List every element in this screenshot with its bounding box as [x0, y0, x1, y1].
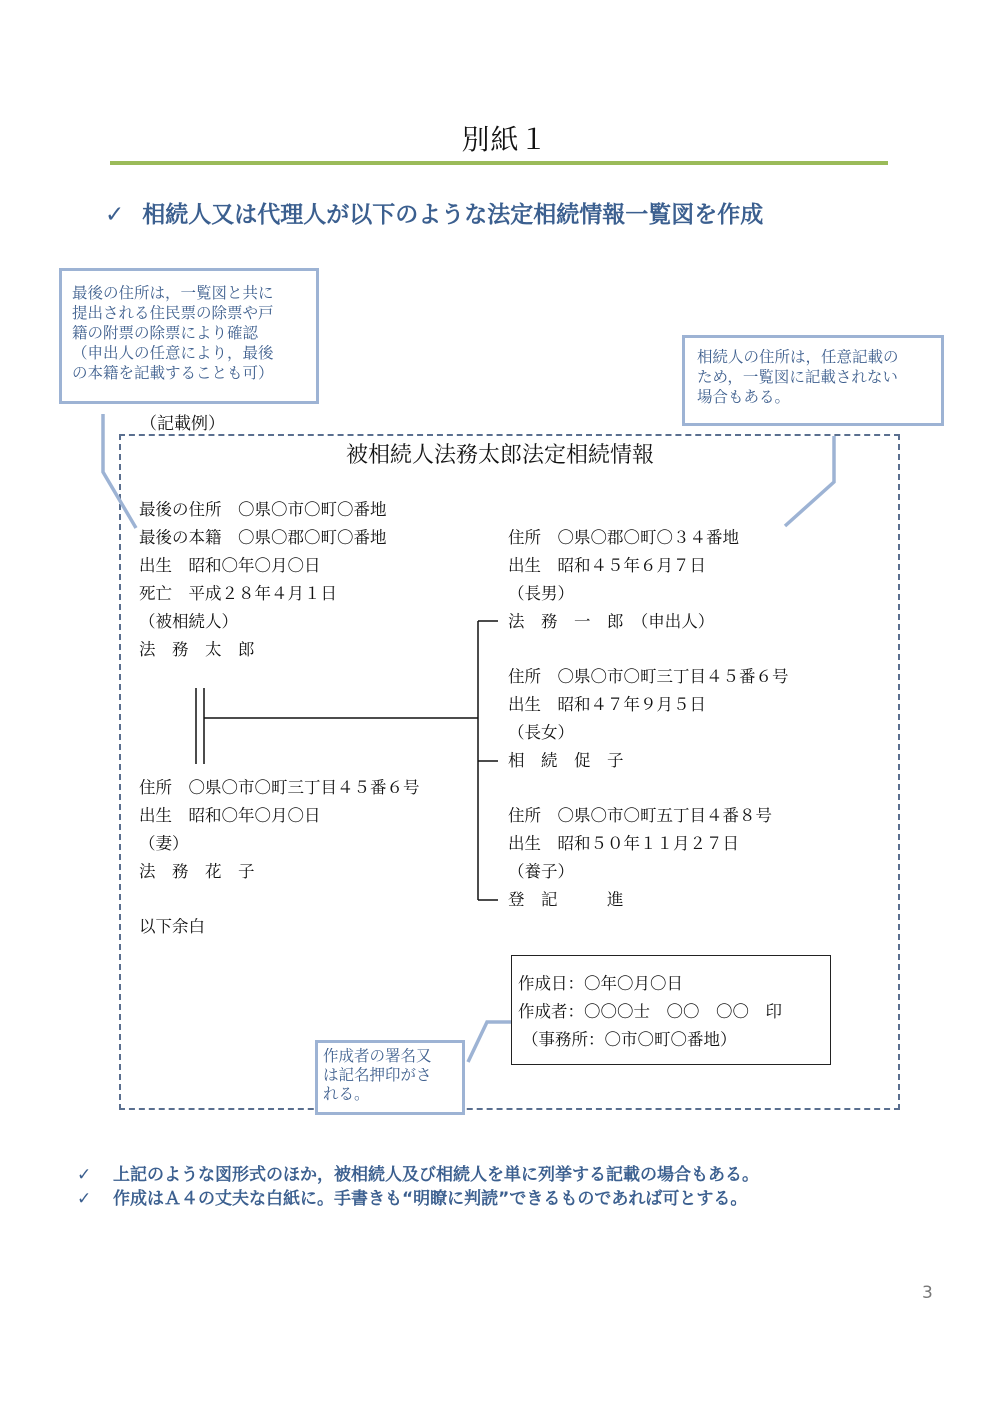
decedent-role: （被相続人）: [139, 612, 238, 631]
callout-line: 最後の住所は，一覧図と共に: [72, 284, 274, 302]
callout-line: 作成者の署名又: [323, 1047, 432, 1065]
note-item: [77, 1160, 759, 1185]
section-heading-text: 相続人又は代理人が以下のような法定相続情報一覧図を作成: [142, 202, 764, 228]
check-icon: ✓: [105, 202, 125, 228]
decedent-domicile: 最後の本籍 〇県〇郡〇町〇番地: [139, 528, 387, 547]
callout-last-address: [59, 268, 319, 404]
note-item: [77, 1184, 747, 1209]
heir-address: 住所 〇県〇市〇町三丁目４５番６号: [508, 667, 789, 686]
heir-name: 登 記 進: [508, 890, 624, 909]
spouse-name: 法 務 花 子: [139, 862, 255, 881]
heir-role: （長女）: [508, 723, 574, 742]
callout-line: 籍の附票の除票により確認: [72, 324, 259, 342]
callout-line: の本籍を記載することも可）: [72, 364, 274, 382]
example-label: （記載例）: [140, 414, 225, 434]
spouse-block: [139, 774, 420, 886]
heir-address: 住所 〇県〇郡〇町〇３４番地: [508, 528, 739, 547]
heir-role: （長男）: [508, 584, 574, 603]
heir-role: （養子）: [508, 862, 574, 881]
spouse-birth: 出生 昭和〇年〇月〇日: [139, 806, 321, 825]
note-text: 上記のような図形式のほか，被相続人及び相続人を単に列挙する記載の場合もある。: [113, 1165, 759, 1185]
decedent-birth: 出生 昭和〇年〇月〇日: [139, 556, 321, 575]
callout-line: （申出人の任意により，最後: [72, 344, 274, 362]
callout-line: 提出される住民票の除票や戸: [72, 304, 274, 322]
page-title: 別紙１: [461, 123, 549, 156]
heir-birth: 出生 昭和４７年９月５日: [508, 695, 706, 714]
creator: 作成者：〇〇〇士 〇〇 〇〇 印: [518, 1002, 782, 1021]
callout-line: れる。: [323, 1085, 370, 1103]
heir-block: [508, 663, 789, 775]
page-number: 3: [922, 1283, 933, 1303]
callout-line: 相続人の住所は，任意記載の: [697, 348, 899, 366]
decedent-name: 法 務 太 郎: [139, 640, 255, 659]
document-title: 被相続人法務太郎法定相続情報: [345, 443, 654, 468]
heir-name: 相 続 促 子: [508, 751, 624, 770]
heir-name: 法 務 一 郎 （申出人）: [508, 612, 715, 631]
callout-line: ため，一覧図に記載されない: [697, 368, 898, 386]
signature-box: [511, 955, 831, 1065]
callout-line: 場合もある。: [697, 388, 791, 406]
heir-birth: 出生 昭和４５年６月７日: [508, 556, 706, 575]
creation-date: 作成日：〇年〇月〇日: [518, 974, 683, 993]
callout-heir-address: [682, 335, 944, 426]
decedent-death: 死亡 平成２８年４月１日: [139, 584, 337, 603]
heir-birth: 出生 昭和５０年１１月２７日: [508, 834, 739, 853]
callout-line: は記名押印がさ: [323, 1066, 432, 1084]
decedent-block: [139, 496, 387, 664]
note-text: 作成はＡ４の丈夫な白紙に。手書きも“明瞭に判読”できるものであれば可とする。: [113, 1189, 748, 1209]
section-heading: [105, 196, 763, 229]
decedent-last-address: 最後の住所 〇県〇市〇町〇番地: [139, 500, 387, 519]
end-note: 以下余白: [139, 917, 205, 936]
check-icon: ✓: [77, 1165, 92, 1185]
spouse-address: 住所 〇県〇市〇町三丁目４５番６号: [139, 778, 420, 797]
check-icon: ✓: [77, 1189, 92, 1209]
callout-signature: [315, 1040, 465, 1115]
heir-block: [508, 524, 739, 636]
creator-office: （事務所：〇市〇町〇番地）: [522, 1030, 737, 1049]
heir-block: [508, 802, 772, 914]
spouse-role: （妻）: [139, 834, 189, 853]
title-divider: [110, 161, 888, 165]
heir-address: 住所 〇県〇市〇町五丁目４番８号: [508, 806, 772, 825]
